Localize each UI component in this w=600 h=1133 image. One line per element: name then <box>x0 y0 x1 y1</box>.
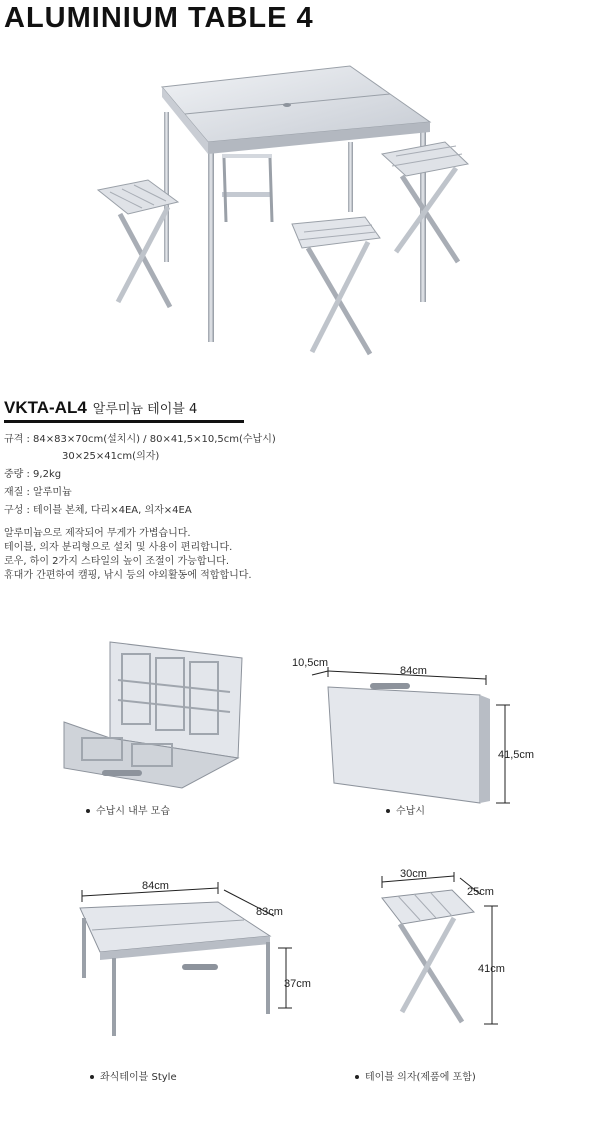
folded-depth-label: 10,5cm <box>292 657 329 669</box>
low-table-depth-label: 83cm <box>256 906 283 918</box>
product-description <box>4 527 252 583</box>
low-table-width-label: 84cm <box>142 880 169 892</box>
spec-size-chair: 30×25×41cm(의자) <box>62 451 160 462</box>
product-heading <box>4 398 197 418</box>
folded-case-image <box>300 665 530 805</box>
bullet-icon <box>86 809 90 813</box>
caption-folded-text: 수납시 <box>396 806 425 817</box>
bullet-icon <box>90 1075 94 1079</box>
low-table-image <box>72 878 302 1043</box>
heading-divider <box>4 420 244 423</box>
caption-inner <box>86 802 170 817</box>
chair-depth-label: 25cm <box>467 886 494 898</box>
caption-low-table <box>90 1068 177 1083</box>
folded-width-label: 84cm <box>400 665 427 677</box>
chair-width-label: 30cm <box>400 868 427 880</box>
product-name: 알루미늄 테이블 4 <box>92 402 198 417</box>
description-line: 로우, 하이 2가지 스타일의 높이 조절이 가능합니다. <box>4 556 229 567</box>
bullet-icon <box>386 809 390 813</box>
spec-composition: 구성 : 테이블 본체, 다리×4EA, 의자×4EA <box>4 505 192 516</box>
low-table-height-label: 37cm <box>284 978 311 990</box>
page-title: ALUMINIUM TABLE 4 <box>4 2 314 34</box>
caption-low-table-text: 좌식테이블 Style <box>100 1072 177 1083</box>
caption-chair-text: 테이블 의자(제품에 포함) <box>365 1072 476 1083</box>
chair-height-label: 41cm <box>478 963 505 975</box>
product-model: VKTA-AL4 <box>4 398 87 417</box>
folded-height-label: 41,5cm <box>498 749 535 761</box>
spec-material: 재질 : 알루미늄 <box>4 487 72 498</box>
inner-storage-image <box>62 640 247 790</box>
hero-table-set-image <box>90 62 490 367</box>
caption-folded <box>386 802 425 817</box>
description-line: 알루미늄으로 제작되어 무게가 가볍습니다. <box>4 528 191 539</box>
caption-inner-text: 수납시 내부 모습 <box>96 806 170 817</box>
bullet-icon <box>355 1075 359 1079</box>
spec-weight: 중량 : 9,2kg <box>4 469 62 480</box>
description-line: 테이블, 의자 분리형으로 설치 및 사용이 편리합니다. <box>4 542 233 553</box>
spec-size: 규격 : 84×83×70cm(설치시) / 80×41,5×10,5cm(수납시) <box>4 434 276 445</box>
caption-chair <box>355 1068 476 1083</box>
description-line: 휴대가 간편하여 캠핑, 낚시 등의 야외활동에 적합합니다. <box>4 570 252 581</box>
